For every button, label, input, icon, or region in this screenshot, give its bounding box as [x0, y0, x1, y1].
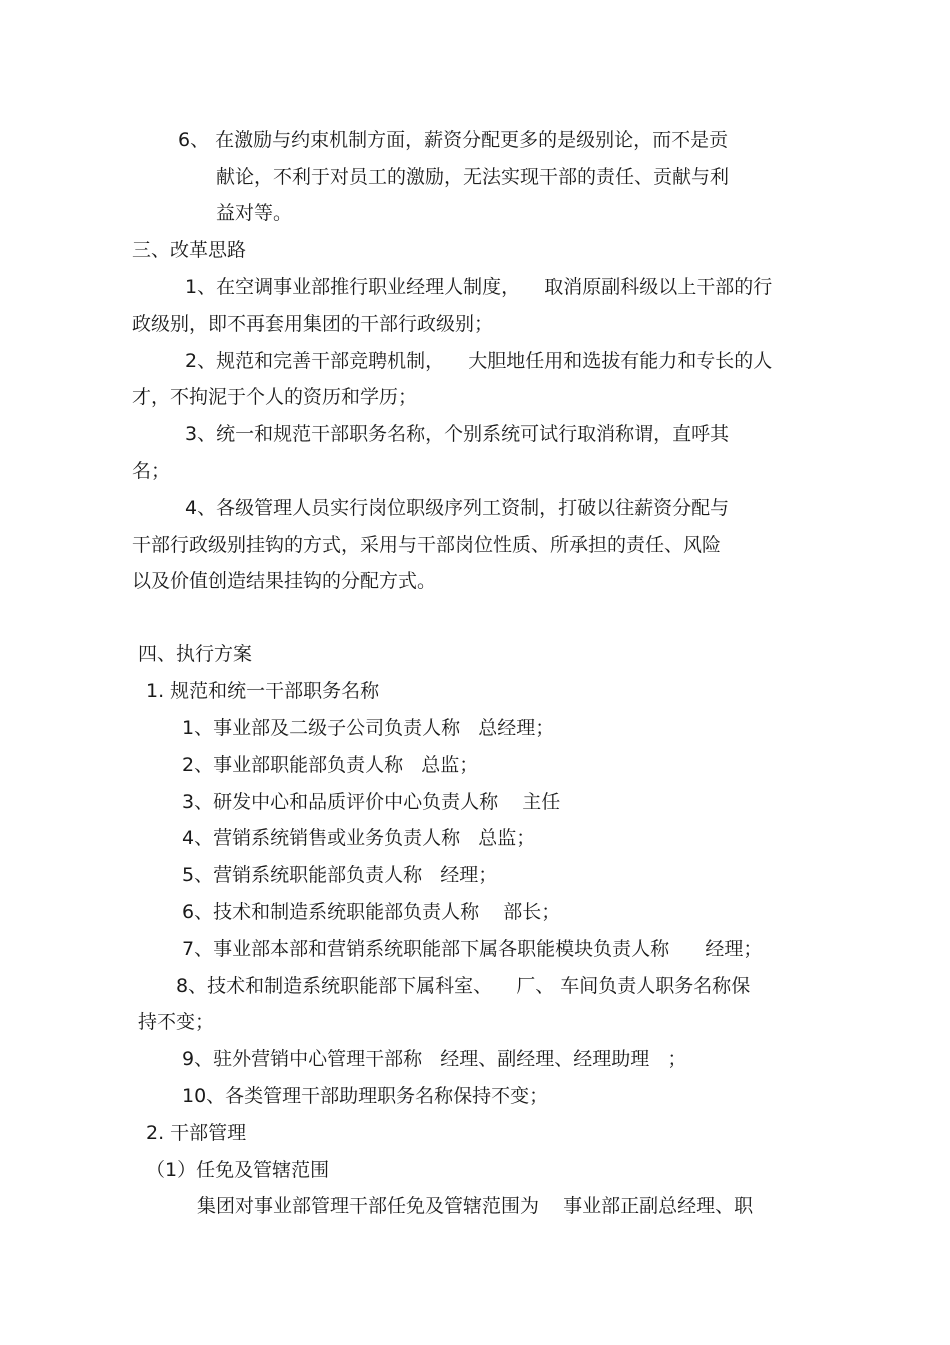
text-line: 干部行政级别挂钩的方式，采用与干部岗位性质、所承担的责任、风险	[132, 534, 722, 556]
text-line: 献论，不利于对员工的激励，无法实现干部的责任、贡献与利	[216, 166, 730, 188]
text-line: 3、统一和规范干部职务名称，个别系统可试行取消称谓，直呼其	[185, 423, 730, 445]
text-line: 2、规范和完善干部竞聘机制， 大胆地任用和选拔有能力和专长的人	[185, 350, 773, 372]
text-line: 才，不拘泥于个人的资历和学历；	[132, 386, 418, 408]
list-item: 10、各类管理干部助理职务名称保持不变；	[182, 1085, 549, 1107]
text-line: 集团对事业部管理干部任免及管辖范围为 事业部正副总经理、职	[197, 1195, 754, 1217]
list-item: 8、技术和制造系统职能部下属科室、 厂、 车间负责人职务名称保	[176, 975, 751, 997]
text-line: 1、在空调事业部推行职业经理人制度， 取消原副科级以上干部的行	[185, 276, 773, 298]
text-line: 持不变；	[138, 1011, 215, 1033]
section-heading: 三、改革思路	[132, 239, 247, 261]
subsection-heading: （1）任免及管辖范围	[146, 1159, 330, 1181]
subsection-heading: 2. 干部管理	[146, 1122, 247, 1144]
list-item: 6、技术和制造系统职能部负责人称 部长；	[182, 901, 561, 923]
list-item: 1、事业部及二级子公司负责人称 总经理；	[182, 717, 555, 739]
list-item: 9、驻外营销中心管理干部称 经理、副经理、经理助理 ；	[182, 1048, 687, 1070]
text-line: 名；	[132, 460, 171, 482]
list-item: 3、研发中心和品质评价中心负责人称 主任	[182, 791, 561, 813]
list-item: 4、营销系统销售或业务负责人称 总监；	[182, 827, 536, 849]
section-heading: 四、执行方案	[138, 643, 253, 665]
list-item: 7、事业部本部和营销系统职能部下属各职能模块负责人称 经理；	[182, 938, 763, 960]
subsection-heading: 1. 规范和统一干部职务名称	[146, 680, 380, 702]
text-line: 政级别，即不再套用集团的干部行政级别；	[132, 313, 494, 335]
list-item: 2、事业部职能部负责人称 总监；	[182, 754, 479, 776]
text-line: 6、 在激励与约束机制方面，薪资分配更多的是级别论，而不是贡	[178, 129, 729, 151]
text-line: 4、各级管理人员实行岗位职级序列工资制，打破以往薪资分配与	[185, 497, 730, 519]
text-line: 益对等。	[216, 202, 293, 224]
list-item: 5、营销系统职能部负责人称 经理；	[182, 864, 498, 886]
text-line: 以及价值创造结果挂钩的分配方式。	[132, 570, 437, 592]
